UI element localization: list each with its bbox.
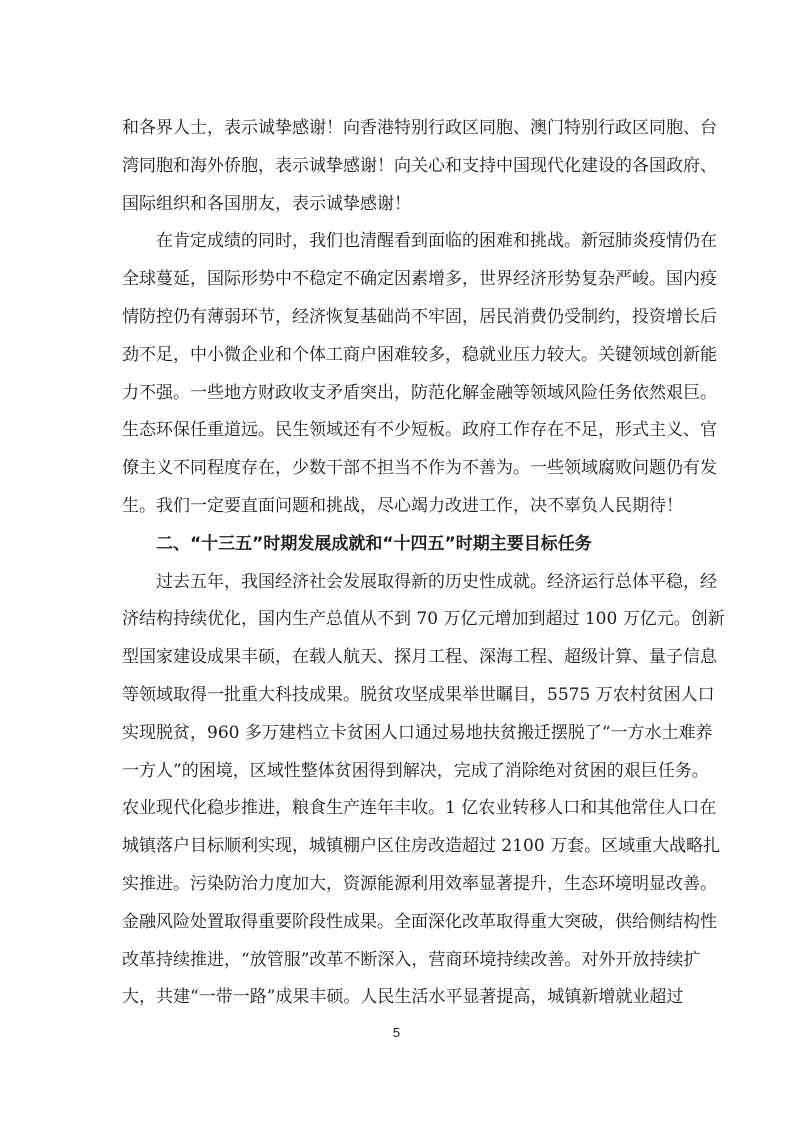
paragraph (122, 223, 717, 525)
text-line: 大，共建“一带一路”成果丰硕。人民生活水平显著提高，城镇新增就业超过 (122, 987, 684, 1008)
text-line: 力不强。一些地方财政收支矛盾突出，防范化解金融等领域风险任务依然艰巨。 (122, 382, 717, 403)
text-line: 农业现代化稳步推进，粮食生产连年丰收。1 亿农业转移人口和其他常住人口在 (122, 798, 717, 819)
text-line: 情防控仍有薄弱环节，经济恢复基础尚不牢固，居民消费仍受制约，投资增长后 (122, 306, 717, 327)
text-line: 等领域取得一批重大科技成果。脱贫攻坚成果举世瞩目，5575 万农村贫困人口 (122, 684, 715, 705)
text-line: 和各界人士，表示诚挚感谢！向香港特别行政区同胞、澳门特别行政区同胞、台 (122, 118, 717, 138)
text-line: 湾同胞和海外侨胞，表示诚挚感谢！向关心和支持中国现代化建设的各国政府、 (122, 155, 717, 176)
text-line: 僚主义不同程度存在，少数干部不担当不作为不善为。一些领域腐败问题仍有发 (122, 458, 717, 479)
text-line: 城镇落户目标顺利实现，城镇棚户区住房改造超过 2100 万套。区域重大战略扎 (122, 836, 721, 857)
text-line: 过去五年，我国经济社会发展取得新的历史性成就。经济运行总体平稳，经 (156, 571, 717, 592)
text-line: 在肯定成绩的同时，我们也清醒看到面临的困难和挑战。新冠肺炎疫情仍在 (156, 231, 717, 252)
text-line: 济结构持续优化，国内生产总值从不到 70 万亿元增加到超过 100 万亿元。创新 (122, 609, 725, 630)
text-line: 实推进。污染防治力度加大，资源能源利用效率显著提升，生态环境明显改善。 (122, 873, 717, 894)
text-line: 劲不足，中小微企业和个体工商户困难较多，稳就业压力较大。关键领域创新能 (122, 344, 717, 365)
section-heading (122, 526, 682, 564)
text-line: 生。我们一定要直面问题和挑战，尽心竭力改进工作，决不辜负人民期待！ (122, 495, 683, 516)
paragraph (122, 110, 717, 223)
text-line: 改革持续推进，“放管服”改革不断深入，营商环境持续改善。对外开放持续扩 (122, 949, 701, 970)
text-line: 生态环保任重道远。民生领域还有不少短板。政府工作存在不足，形式主义、官 (122, 420, 717, 441)
text-line: 全球蔓延，国际形势中不稳定不确定因素增多，世界经济形势复杂严峻。国内疫 (122, 269, 717, 290)
text-line: 一方人”的困境，区域性整体贫困得到解决，完成了消除绝对贫困的艰巨任务。 (122, 760, 709, 781)
text-line: 实现脱贫，960 多万建档立卡贫困人口通过易地扶贫搬迁摆脱了“一方水土难养 (122, 722, 713, 743)
text-line: 型国家建设成果丰硕，在载人航天、探月工程、深海工程、超级计算、量子信息 (122, 647, 717, 668)
text-line: 国际组织和各国朋友，表示诚挚感谢！ (122, 193, 411, 214)
paragraph (122, 564, 725, 1018)
text-line: 金融风险处置取得重要阶段性成果。全面深化改革取得重大突破，供给侧结构性 (122, 911, 717, 932)
text-line: 二、“十三五”时期发展成就和“十四五”时期主要目标任务 (156, 533, 592, 554)
page-number: 5 (392, 1025, 401, 1040)
document-body (122, 110, 725, 1017)
